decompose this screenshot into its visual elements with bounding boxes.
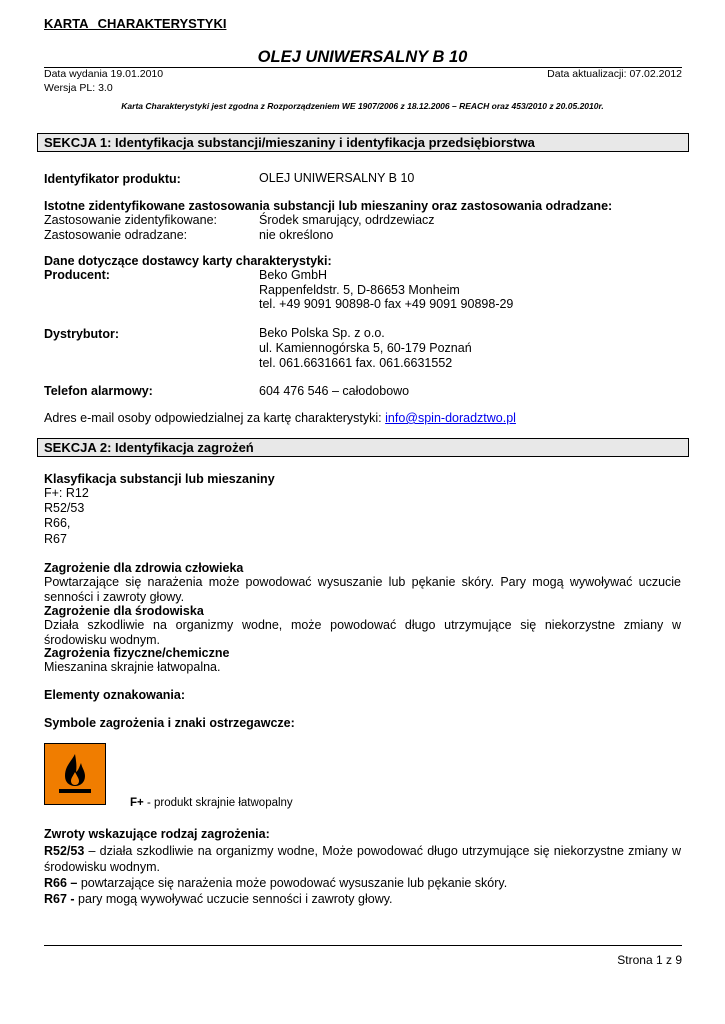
section-2-title: SEKCJA 2: Identyfikacja zagrożeń (44, 440, 254, 455)
identified-use-label: Zastosowanie zidentyfikowane: (44, 213, 218, 227)
labelling-heading: Elementy oznakowania: (44, 688, 186, 702)
producer-phone: tel. +49 9091 90898-0 fax +49 9091 90898-29 (259, 297, 514, 311)
distributor-name: Beko Polska Sp. z o.o. (259, 326, 385, 340)
update-date: Data aktualizacji: 07.02.2012 (547, 68, 682, 80)
health-text: Powtarzające się narażenia może powodować wysuszanie lub pękanie skóry. Pary mogą wywoływać uczucie senności i zawroty głowy. (44, 575, 681, 604)
distributor-address: ul. Kamiennogórska 5, 60-179 Poznań (259, 341, 472, 355)
product-id-value: OLEJ UNIWERSALNY B 10 (259, 171, 415, 185)
email-label: Adres e-mail osoby odpowiedzialnej za kartę charakterystyki: (44, 411, 386, 425)
environment-text: Działa szkodliwie na organizmy wodne, może powodować długo utrzymujące się niekorzystne zmiany w środowisku wodnym. (44, 618, 681, 647)
flammable-hazard-icon (44, 743, 106, 805)
email-link[interactable]: info@spin-doradztwo.pl (385, 411, 516, 425)
health-heading: Zagrożenie dla zdrowia człowieka (44, 561, 244, 575)
r-phrase-3 (44, 892, 393, 907)
r-phrase-code: R52/53 (44, 844, 85, 858)
section-1-header (37, 133, 689, 152)
r-phrase-code: R67 - (44, 892, 75, 906)
product-title: OLEJ UNIWERSALNY B 10 (257, 48, 468, 66)
producer-address: Rappenfeldstr. 5, D-86653 Monheim (259, 283, 460, 297)
classification-line: R67 (44, 532, 67, 546)
advised-against-label: Zastosowanie odradzane: (44, 228, 188, 242)
page-number: Strona 1 z 9 (617, 953, 682, 967)
classification-line: R52/53 (44, 501, 85, 515)
r-phrase-code: R66 – (44, 876, 78, 890)
producer-name: Beko GmbH (259, 268, 328, 282)
r-phrase-1 (44, 843, 681, 875)
physical-text: Mieszanina skrajnie łatwopalna. (44, 660, 221, 674)
section-1-title: SEKCJA 1: Identyfikacja substancji/mieszaniny i identyfikacja przedsiębiorstwa (44, 135, 535, 150)
symbols-heading: Symbole zagrożenia i znaki ostrzegawcze: (44, 716, 295, 730)
uses-heading: Istotne zidentyfikowane zastosowania substancji lub mieszaniny oraz zastosowania odradzane: (44, 199, 613, 213)
distributor-phone: tel. 061.6631661 fax. 061.6631552 (259, 356, 453, 370)
section-2-header (37, 438, 689, 457)
classification-line: R66, (44, 516, 71, 530)
symbol-code: F+ (130, 797, 144, 809)
email-line (44, 411, 516, 426)
version: Wersja PL: 3.0 (44, 82, 113, 94)
advised-against-value: nie określono (259, 228, 334, 242)
physical-heading: Zagrożenia fizyczne/chemiczne (44, 646, 230, 660)
document-type-header: KARTA CHARAKTERYSTYKI (44, 16, 227, 31)
distributor-label: Dystrybutor: (44, 327, 120, 341)
supplier-heading: Dane dotyczące dostawcy karty charakterystyki: (44, 254, 332, 268)
symbol-description (130, 796, 293, 810)
flame-icon (45, 744, 105, 804)
r-phrase-text: pary mogą wywoływać uczucie senności i zawroty głowy. (74, 892, 393, 906)
emergency-value: 604 476 546 – całodobowo (259, 384, 410, 398)
footer-divider (44, 945, 682, 946)
r-phrase-text: powtarzające się narażenia może powodować wysuszanie lub pękanie skóry. (77, 876, 508, 890)
r-phrases-heading: Zwroty wskazujące rodzaj zagrożenia: (44, 827, 270, 841)
identified-use-value: Środek smarujący, odrdzewiacz (259, 213, 435, 227)
environment-heading: Zagrożenie dla środowiska (44, 604, 204, 618)
classification-line: F+: R12 (44, 486, 89, 500)
classification-heading: Klasyfikacja substancji lub mieszaniny (44, 472, 275, 486)
producer-label: Producent: (44, 268, 110, 282)
r-phrase-2 (44, 876, 507, 891)
r-phrase-text: – działa szkodliwie na organizmy wodne, Może powodować długo utrzymujące się niekorzystne zmiany w środowisku wodnym. (44, 844, 681, 874)
product-id-label: Identyfikator produktu: (44, 172, 181, 186)
emergency-label: Telefon alarmowy: (44, 384, 153, 398)
regulation-note: Karta Charakterystyki jest zgodna z Rozporządzeniem WE 1907/2006 z 18.12.2006 – REACH oraz 453/2010 z 20.05.2010r. (121, 101, 604, 111)
issue-date: Data wydania 19.01.2010 (44, 68, 164, 80)
symbol-text: - produkt skrajnie łatwopalny (143, 797, 293, 809)
